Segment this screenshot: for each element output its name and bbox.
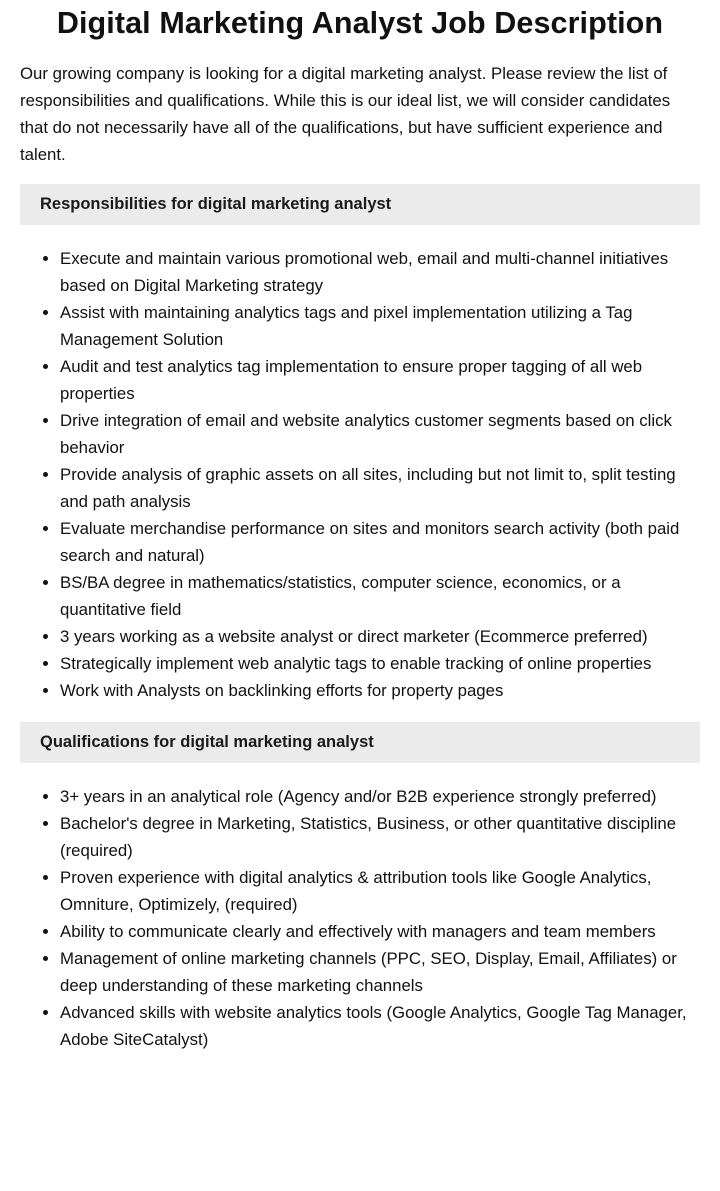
intro-paragraph: Our growing company is looking for a digital marketing analyst. Please review the list of responsibilities and qualifications. While this is our ideal list, we will consider candidates that do not necessarily have all of the qualifications, but have sufficient experience and talent.	[20, 64, 671, 164]
responsibilities-section	[0, 184, 720, 704]
list-item: • Audit and test analytics tag implementation to ensure proper tagging of all web properties	[60, 353, 700, 407]
list-item: • Evaluate merchandise performance on sites and monitors search activity (both paid search and natural)	[60, 515, 700, 569]
list-item: • 3 years working as a website analyst or direct marketer (Ecommerce preferred)	[60, 623, 700, 650]
qualifications-heading: Qualifications for digital marketing analyst	[20, 722, 700, 763]
list-item: • BS/BA degree in mathematics/statistics, computer science, economics, or a quantitative field	[60, 569, 700, 623]
qualifications-section	[0, 722, 720, 1053]
list-item: • Work with Analysts on backlinking efforts for property pages	[60, 677, 700, 704]
responsibilities-heading: Responsibilities for digital marketing analyst	[20, 184, 700, 225]
qualifications-list	[20, 783, 700, 1053]
list-item: • Assist with maintaining analytics tags and pixel implementation utilizing a Tag Management Solution	[60, 299, 700, 353]
list-item: • 3+ years in an analytical role (Agency and/or B2B experience strongly preferred)	[60, 783, 700, 810]
list-item: • Bachelor's degree in Marketing, Statistics, Business, or other quantitative discipline (required)	[60, 810, 700, 864]
responsibilities-list	[20, 245, 700, 704]
list-item: • Provide analysis of graphic assets on all sites, including but not limit to, split testing and path analysis	[60, 461, 700, 515]
list-item: • Advanced skills with website analytics tools (Google Analytics, Google Tag Manager, Adobe SiteCatalyst)	[60, 999, 700, 1053]
page-title: Digital Marketing Analyst Job Description	[56, 6, 664, 40]
list-item: • Ability to communicate clearly and effectively with managers and team members	[60, 918, 700, 945]
list-item: • Strategically implement web analytic tags to enable tracking of online properties	[60, 650, 700, 677]
list-item: • Drive integration of email and website analytics customer segments based on click behavior	[60, 407, 700, 461]
list-item: • Proven experience with digital analytics & attribution tools like Google Analytics, Omniture, Optimizely, (required)	[60, 864, 700, 918]
list-item: • Management of online marketing channels (PPC, SEO, Display, Email, Affiliates) or deep understanding of these marketing channels	[60, 945, 700, 999]
list-item: • Execute and maintain various promotional web, email and multi-channel initiatives based on Digital Marketing strategy	[60, 245, 700, 299]
